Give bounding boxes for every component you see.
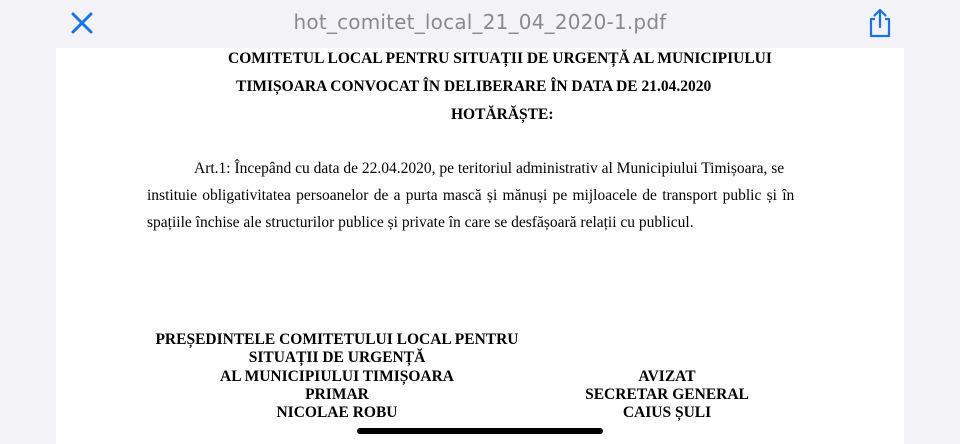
- article-line-3: spațiile închise ale structurilor publice și private în care se desfășoară relații cu publicul.: [147, 214, 694, 231]
- home-indicator[interactable]: [357, 428, 603, 434]
- document-title: hot_comitet_local_21_04_2020-1.pdf: [293, 10, 667, 34]
- signature-left-line: PREȘEDINTELE COMITETULUI LOCAL PENTRU: [155, 331, 519, 348]
- top-bar: [0, 0, 960, 48]
- share-button[interactable]: [866, 8, 894, 38]
- signature-left-line: PRIMAR: [305, 386, 369, 403]
- heading-line-2: TIMIȘOARA CONVOCAT ÎN DELIBERARE ÎN DATA DE 21.04.2020: [236, 78, 712, 95]
- signature-right-line: SECRETAR GENERAL: [585, 386, 749, 403]
- article-line-2: instituie obligativitatea persoanelor de a purta mască și mănuși pe mijloacele de transport public și în: [147, 187, 795, 204]
- pdf-page: [56, 48, 904, 444]
- signature-right-line: AVIZAT: [638, 368, 696, 385]
- signature-left-line: SITUAȚII DE URGENȚĂ: [248, 349, 426, 366]
- signature-left-line: AL MUNICIPIULUI TIMIȘOARA: [220, 368, 454, 385]
- heading-decision: HOTĂRĂȘTE:: [451, 106, 554, 123]
- share-icon: [866, 8, 894, 38]
- article-line-1: Art.1: Începând cu data de 22.04.2020, pe teritoriul administrativ al Municipiului Timișoara, se: [194, 160, 785, 177]
- signature-left-name: NICOLAE ROBU: [276, 404, 398, 421]
- heading-line-1: COMITETUL LOCAL PENTRU SITUAȚII DE URGENȚĂ AL MUNICIPIULUI: [228, 50, 772, 67]
- signature-right-name: CAIUS ȘULI: [622, 404, 712, 421]
